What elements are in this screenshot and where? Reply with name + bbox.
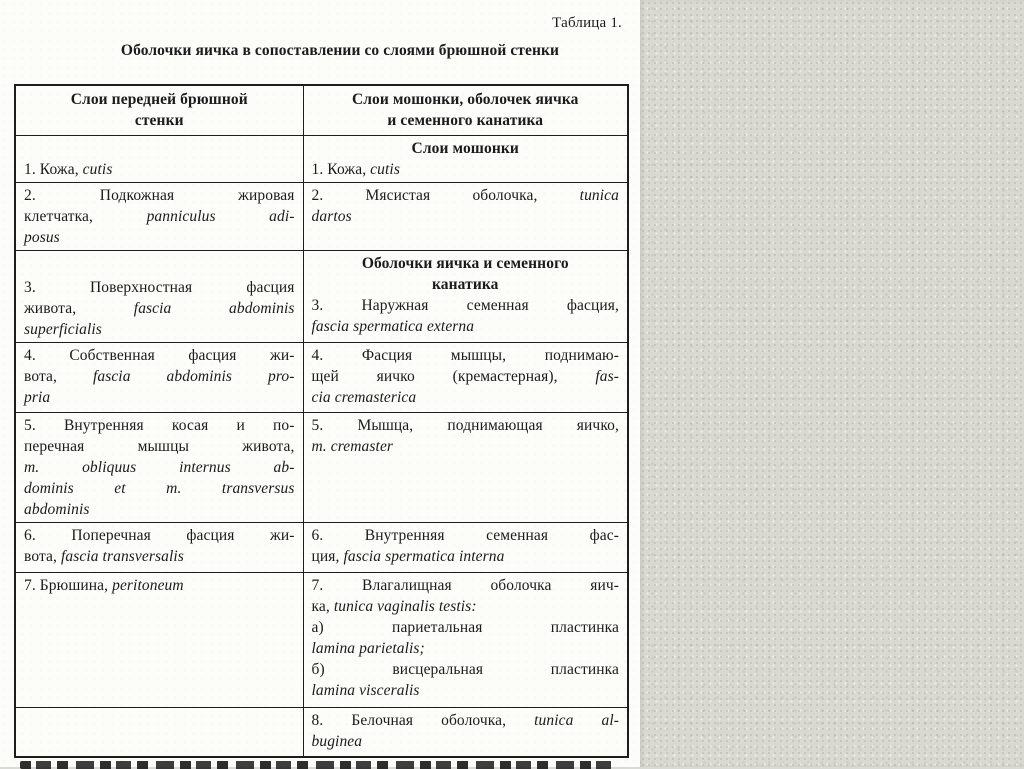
cell-text-line: cia cremasterica [311,388,417,406]
cell-text-line: 6. Поперечная фасция жи- [24,526,295,544]
cell-text-line: а) париетальная пластинка [311,618,619,636]
cell-text-line: 5. Внутренняя косая и по- [24,416,295,434]
cell-text-line: 1. Кожа, cutis [311,160,400,178]
comparison-table-body [15,135,628,757]
cutoff-text-line [20,761,612,769]
cell-text-line: 3. Наружная семенная фасция, [311,296,619,314]
cell-text-line: pria [24,388,51,406]
cell-text-line: 5. Мышца, поднимающая яичко, [311,416,619,434]
cell-text-line: 3. Поверхностная фасция [24,278,295,296]
table-row [15,182,628,250]
cell-text-line: вота, fascia abdominis pro- [24,367,295,385]
table-cell [15,182,303,250]
table-row [15,522,628,572]
cell-text-line: вота, fascia transversalis [24,547,184,565]
table-row [15,250,628,342]
cell-text-line: клетчатка, panniculus adi- [24,207,295,225]
table-cell [15,707,303,757]
cell-text-line: m. obliquus internus ab- [24,458,295,476]
cell-text-line: 2. Мясистая оболочка, tunica [311,186,619,204]
cell-text-line: 7. Влагалищная оболочка яич- [311,576,619,594]
column-header: Слои мошонки, оболочек яичка и семенного канатика [303,85,628,135]
cell-subheader: Слои мошонки [411,139,519,157]
cell-text-line: lamina visceralis [311,681,420,699]
table-cell [15,342,303,412]
table-cell [15,135,303,182]
page-title: Оболочки яичка в сопоставлении со слоями брюшной стенки [120,42,560,59]
cell-text-line: 4. Фасция мышцы, поднимаю- [311,346,619,364]
table-row [15,135,628,182]
table-cell [15,572,303,707]
table-cell [303,707,628,757]
table-cell [303,182,628,250]
cell-text-line: lamina parietalis; [311,639,425,657]
table-cell [303,522,628,572]
cell-text-line: fascia spermatica externa [311,317,475,335]
cell-text-line: живота, fascia abdominis [24,299,295,317]
cell-text-line: ция, fascia spermatica interna [311,547,505,565]
cell-text-line: ка, tunica vaginalis testis: [311,597,477,615]
cell-subheader: Оболочки яичка и семенного канатика [361,254,569,293]
column-header: Слои передней брюшной стенки [15,85,303,135]
table-header-row [15,85,628,135]
cell-text-line: posus [24,228,60,246]
cell-text-line: m. cremaster [311,437,394,455]
cell-text-line: abdominis [24,500,90,518]
cell-text-line: 2. Подкожная жировая [24,186,295,204]
cell-text-line: б) висцеральная пластинка [311,660,619,678]
cell-text-line: щей яичко (кремастерная), fas- [311,367,619,385]
cell-text-line: 6. Внутренняя семенная фас- [311,526,619,544]
table-cell [303,135,628,182]
cell-text-line: dominis et m. transversus [24,479,295,497]
comparison-table [14,84,629,758]
table-cell [15,522,303,572]
table-row [15,572,628,707]
cell-text-line: 1. Кожа, cutis [24,160,113,178]
slide-background-texture [640,0,1024,767]
cell-text-line: перечная мышцы живота, [24,437,295,455]
table-label: Таблица 1. [552,15,622,31]
table-cell [303,412,628,522]
table-cell [15,250,303,342]
table-cell [303,250,628,342]
cell-text-line: buginea [311,732,363,750]
cell-text-line: 4. Собственная фасция жи- [24,346,295,364]
cell-text-line: 7. Брюшина, peritoneum [24,576,184,594]
table-row [15,342,628,412]
table-cell [303,572,628,707]
table-cell [15,412,303,522]
cell-text-line: superficialis [24,320,102,338]
table-row [15,412,628,522]
cell-text-line: 8. Белочная оболочка, tunica al- [311,711,619,729]
cell-text-line: dartos [311,207,352,225]
table-cell [303,342,628,412]
table-row [15,707,628,757]
